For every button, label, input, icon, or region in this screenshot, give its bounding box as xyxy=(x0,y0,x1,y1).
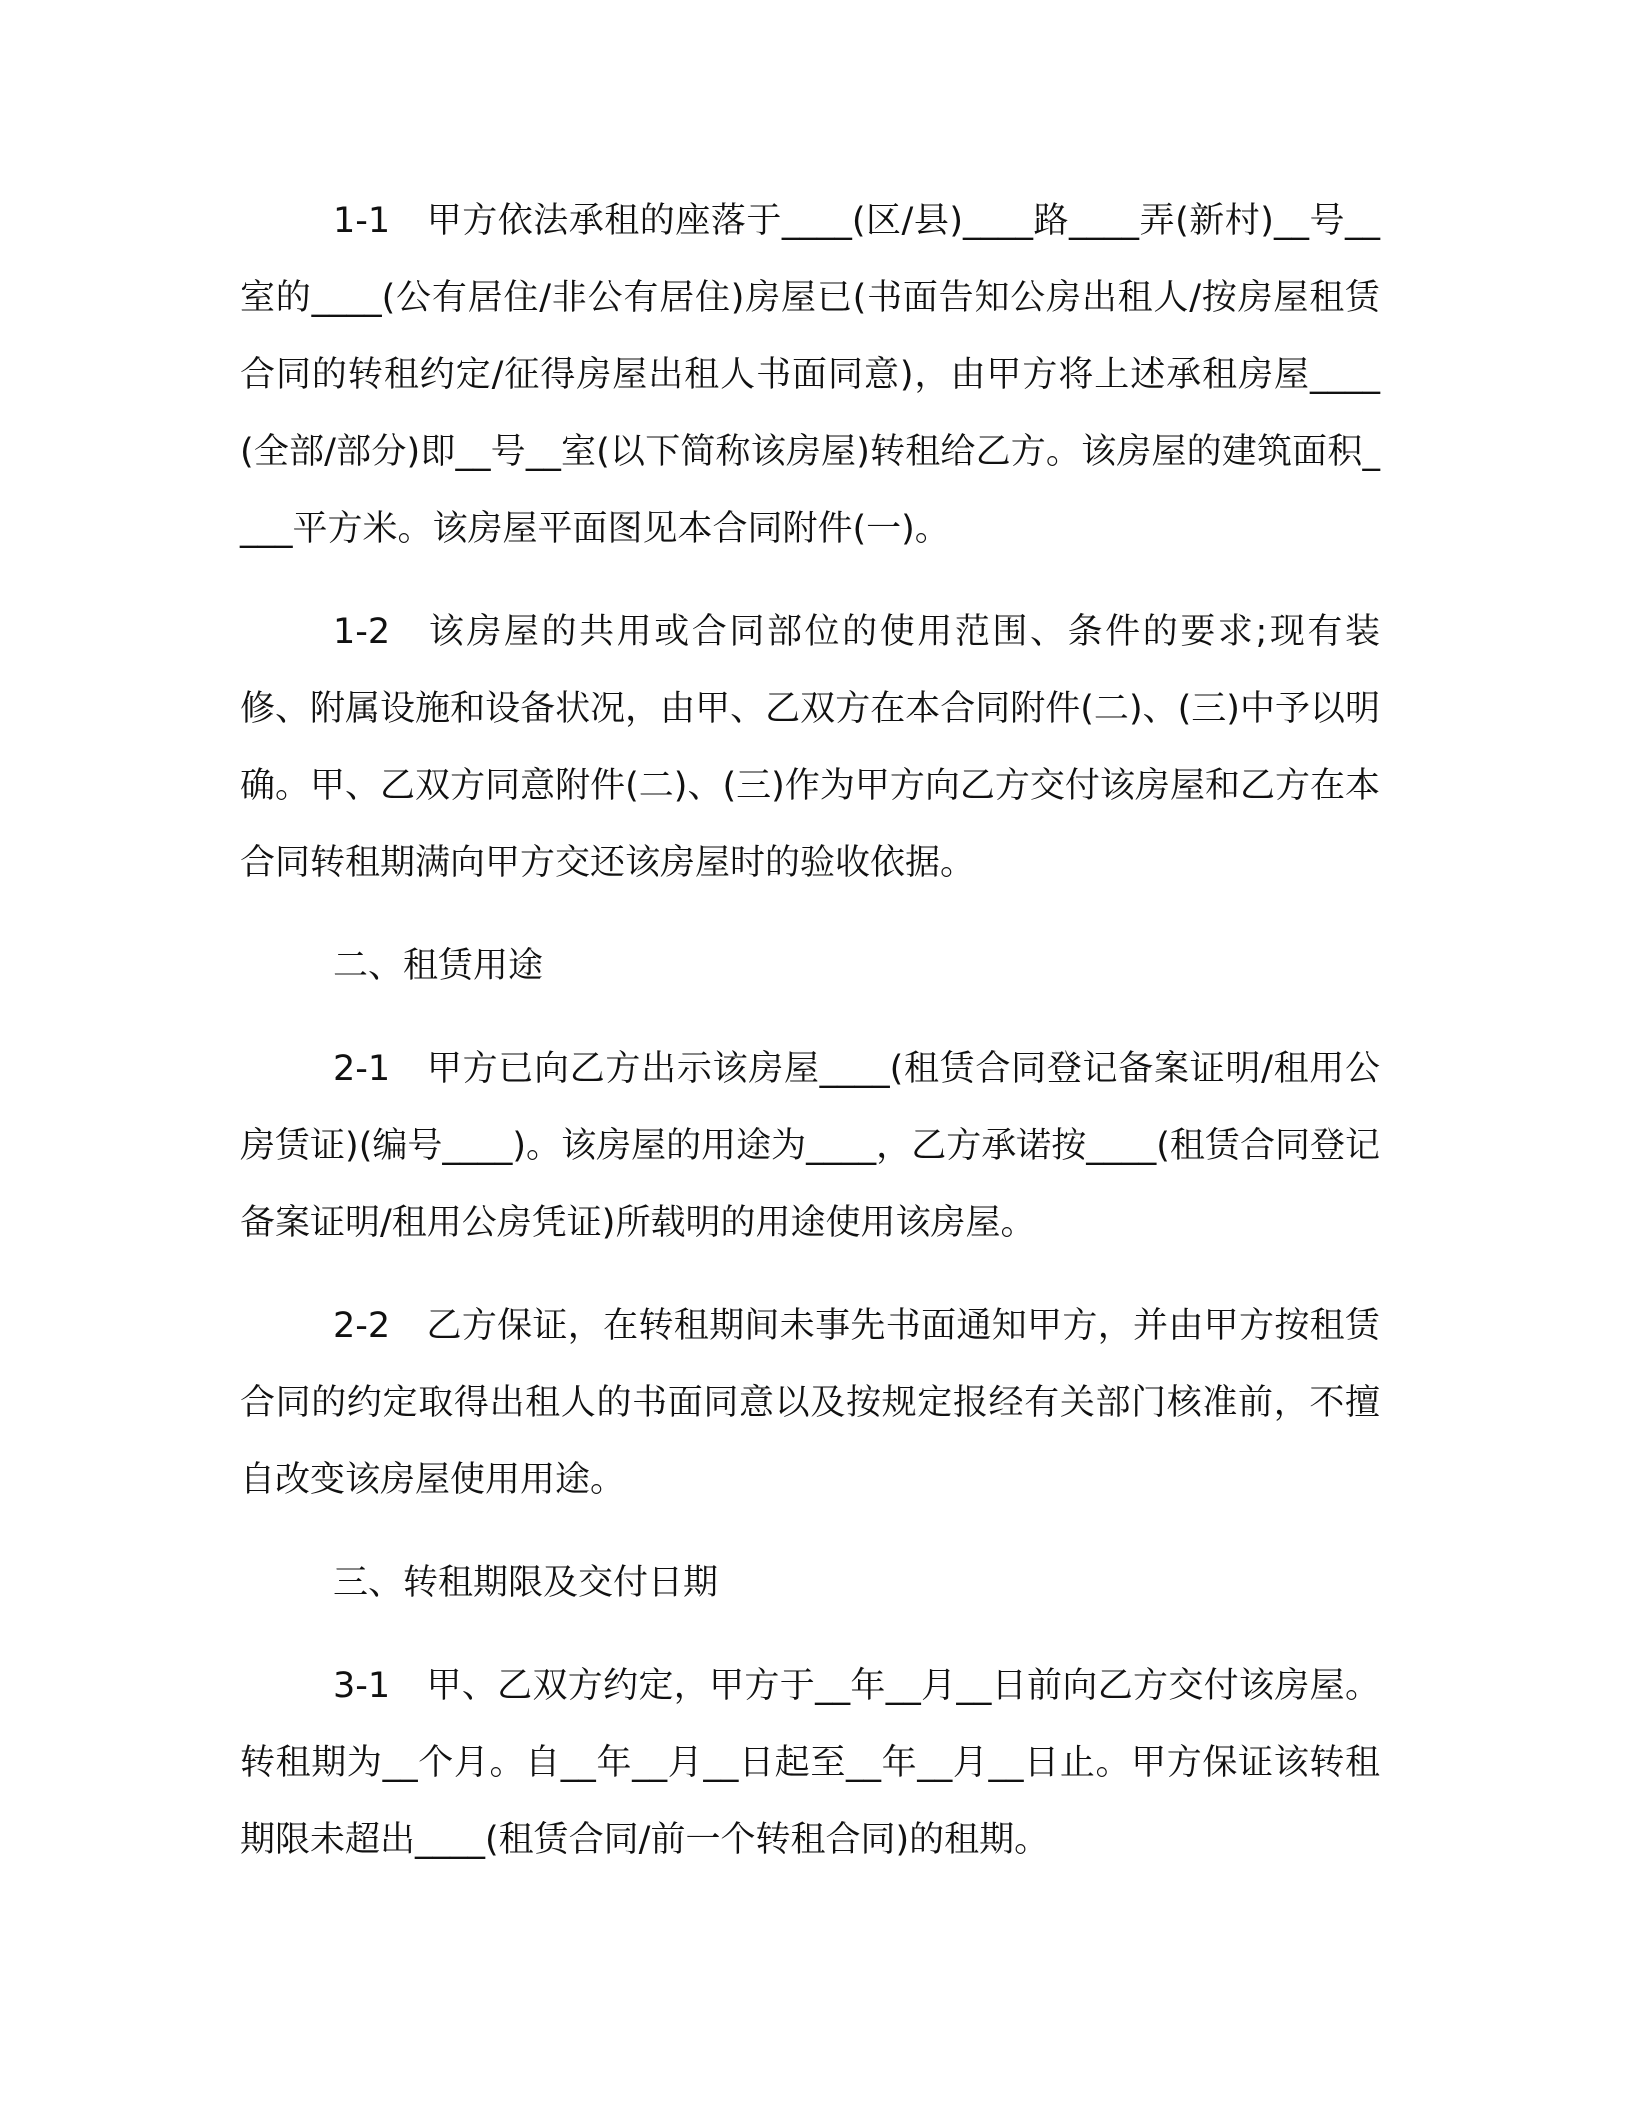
clause-number: 2-1 xyxy=(333,1049,391,1089)
clause-1-2 xyxy=(240,594,1380,902)
clause-text: 甲、乙双方约定，甲方于__年__月__日前向乙方交付该房屋。转租期为__个月。自__年__月__日起至__年__月__日止。甲方保证该转租期限未超出____(租赁合同/前一个转租合同)的租期。 xyxy=(240,1666,1380,1860)
section-heading-usage: 二、租赁用途 xyxy=(333,946,544,986)
clause-text: 甲方已向乙方出示该房屋____(租赁合同登记备案证明/租用公房赁证)(编号____)。该房屋的用途为____，乙方承诺按____(租赁合同登记备案证明/租用公房凭证)所载明的用途使用该房屋。 xyxy=(240,1049,1380,1243)
clause-2-2 xyxy=(240,1288,1380,1519)
clause-number: 3-1 xyxy=(333,1666,391,1706)
clause-1-1 xyxy=(240,183,1380,568)
clause-text: 乙方保证，在转租期间未事先书面通知甲方，并由甲方按租赁合同的约定取得出租人的书面同意以及按规定报经有关部门核准前，不擅自改变该房屋使用用途。 xyxy=(240,1306,1380,1500)
clause-number: 1-1 xyxy=(333,201,391,241)
clause-number: 1-2 xyxy=(333,612,391,652)
section-heading-term: 三、转租期限及交付日期 xyxy=(333,1563,719,1603)
clause-number: 2-2 xyxy=(333,1306,391,1346)
clause-2-1 xyxy=(240,1031,1380,1262)
clause-3-1 xyxy=(240,1648,1380,1879)
document-body xyxy=(240,183,1380,1905)
clause-text: 该房屋的共用或合同部位的使用范围、条件的要求;现有装修、附属设施和设备状况，由甲、乙双方在本合同附件(二)、(三)中予以明确。甲、乙双方同意附件(二)、(三)作为甲方向乙方交付该房屋和乙方在本合同转租期满向甲方交还该房屋时的验收依据。 xyxy=(240,612,1380,883)
clause-text: 甲方依法承租的座落于____(区/县)____路____弄(新村)__号__室的____(公有居住/非公有居住)房屋已(书面告知公房出租人/按房屋租赁合同的转租约定/征得房屋出租人书面同意)，由甲方将上述承租房屋____(全部/部分)即__号__室(以下简称该房屋)转租给乙方。该房屋的建筑面积____平方米。该房屋平面图见本合同附件(一)。 xyxy=(240,201,1380,549)
